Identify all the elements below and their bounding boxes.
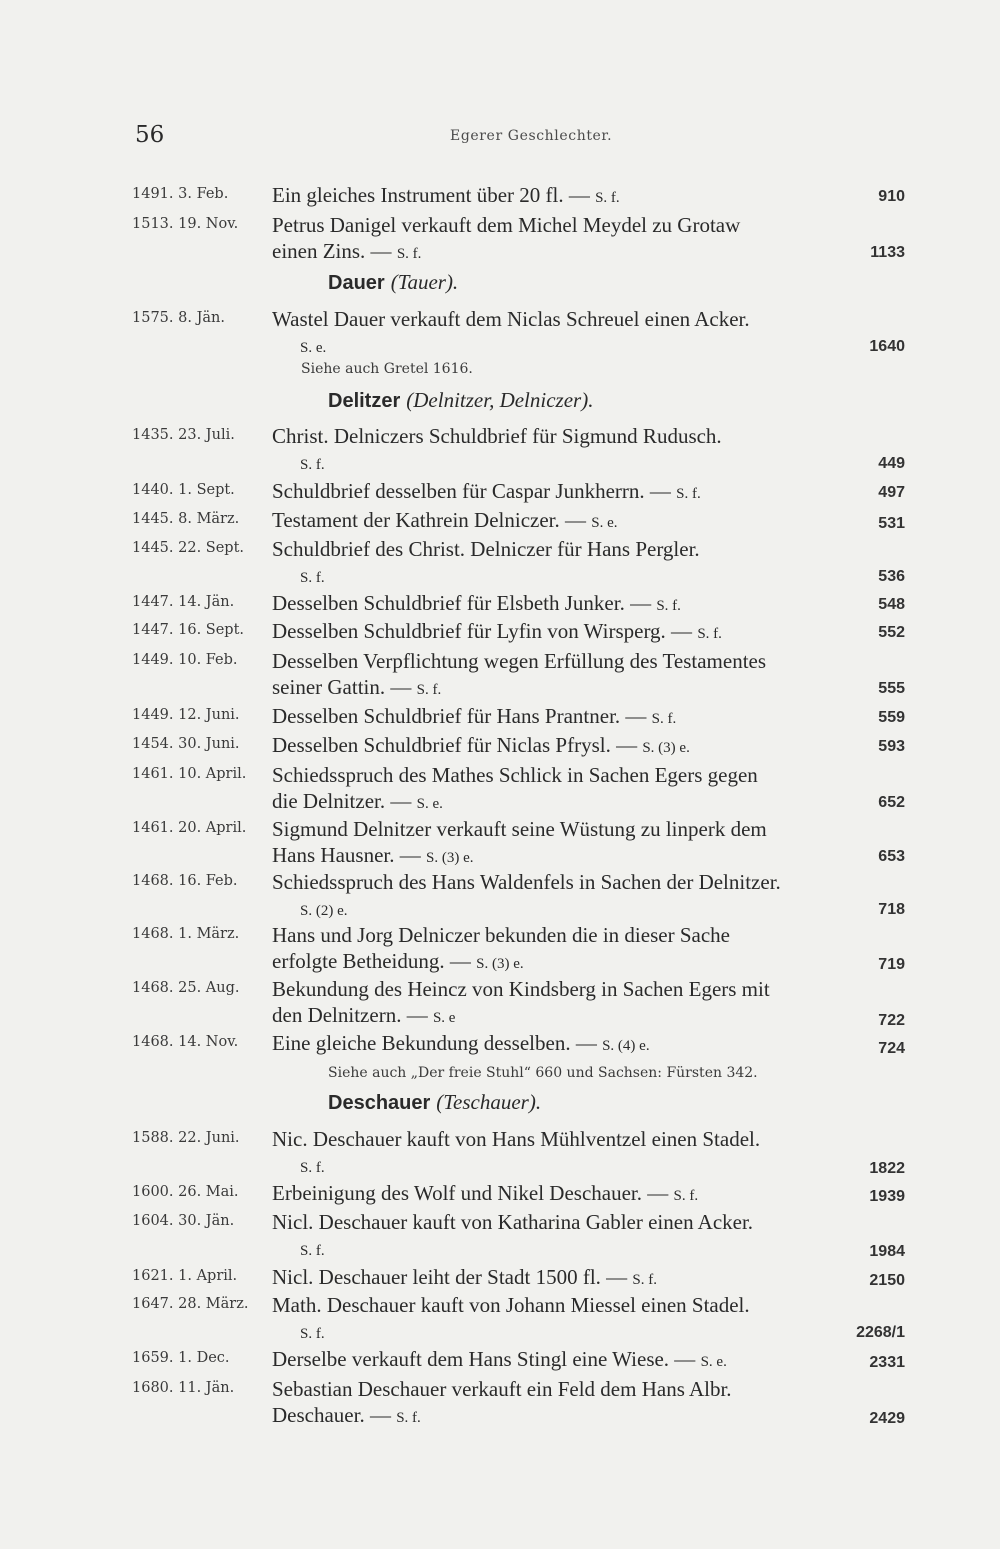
entry-text: Derselbe verkauft dem Hans Stingl eine Wiese. — — [272, 1347, 696, 1371]
heading-name: Delitzer — [328, 390, 401, 412]
entry-text: Schiedsspruch des Hans Waldenfels in Sachen der Delnitzer. — [272, 870, 781, 894]
heading-variant: (Delnitzer, Delniczer). — [406, 388, 594, 412]
entry-text: Desselben Schuldbrief für Hans Prantner. — — [272, 704, 647, 728]
entry-number: 1984 — [869, 1243, 905, 1260]
entry-text: Testament der Kathrein Delniczer. — — [272, 508, 586, 532]
entry-source: S. f. — [416, 682, 442, 698]
entry-date: 1468. 25. Aug. — [132, 980, 240, 996]
entry-number: 536 — [878, 568, 905, 585]
entry-number: 652 — [878, 794, 905, 811]
entry-source: S. f. — [300, 1326, 325, 1342]
entry-text: Nicl. Deschauer kauft von Katharina Gabler einen Acker. — [272, 1210, 754, 1234]
entry-text-cont: Deschauer. — — [272, 1403, 391, 1427]
entry-number: 555 — [878, 680, 905, 697]
page-header — [135, 122, 935, 152]
entry-number: 910 — [878, 188, 905, 205]
entry-number: 1939 — [869, 1188, 905, 1205]
entry-number: 722 — [878, 1012, 905, 1029]
entry-number: 1133 — [870, 244, 905, 261]
entry-source: S. (3) e. — [642, 740, 690, 756]
entry-date: 1468. 16. Feb. — [132, 873, 238, 889]
running-title: Egerer Geschlechter. — [450, 128, 613, 144]
entry-date: 1447. 14. Jän. — [132, 594, 235, 610]
entry-text-cont: erfolgte Betheidung. — — [272, 949, 471, 973]
heading-variant: (Tauer). — [390, 270, 459, 294]
entry-source: S. f. — [396, 246, 422, 262]
entry-number: 2268/1 — [856, 1324, 905, 1341]
entry-date: 1621. 1. April. — [132, 1268, 238, 1284]
entry-text: Desselben Schuldbrief für Niclas Pfrysl. — — [272, 733, 638, 757]
entry-source: S. f. — [673, 1188, 699, 1204]
entry-source: S. e. — [300, 340, 327, 356]
heading-name: Deschauer — [328, 1092, 431, 1114]
entry-date: 1449. 10. Feb. — [132, 652, 238, 668]
entry-source: S. e. — [700, 1354, 727, 1370]
entry-number: 593 — [878, 738, 905, 755]
entry-number: 653 — [878, 848, 905, 865]
entry-number: 1640 — [869, 338, 905, 355]
entry-text: Nic. Deschauer kauft von Hans Mühlventzel einen Stadel. — [272, 1127, 761, 1151]
entry-source: S. e. — [591, 515, 618, 531]
entry-text-cont: den Delnitzern. — — [272, 1003, 428, 1027]
entry-text-cont: die Delnitzer. — — [272, 789, 412, 813]
entry-date: 1461. 20. April. — [132, 820, 247, 836]
entry-text: Math. Deschauer kauft von Johann Miessel einen Stadel. — [272, 1293, 750, 1317]
entry-text: Wastel Dauer verkauft dem Niclas Schreuel einen Acker. — [272, 307, 750, 331]
entry-number: 724 — [878, 1040, 905, 1057]
entry-date: 1445. 8. März. — [132, 511, 240, 527]
entry-date: 1447. 16. Sept. — [132, 622, 245, 638]
cross-reference-note: Siehe auch Gretel 1616. — [301, 361, 473, 377]
entry-number: 548 — [878, 596, 905, 613]
heading-variant: (Teschauer). — [436, 1090, 542, 1114]
entry-date: 1468. 14. Nov. — [132, 1034, 239, 1050]
entry-date: 1449. 12. Juni. — [132, 707, 240, 723]
entry-text: Petrus Danigel verkauft dem Michel Meydel zu Grotaw — [272, 213, 741, 237]
entry-date: 1575. 8. Jän. — [132, 310, 225, 326]
entry-number: 552 — [878, 624, 905, 641]
cross-reference-note: Siehe auch „Der freie Stuhl“ 660 und Sachsen: Fürsten 342. — [328, 1065, 758, 1081]
entry-source: S. f. — [300, 570, 325, 586]
entry-number: 559 — [878, 709, 905, 726]
entry-text: Schuldbrief desselben für Caspar Junkherrn. — — [272, 479, 671, 503]
entry-text: Desselben Schuldbrief für Lyfin von Wirsperg. — — [272, 619, 693, 643]
entry-text: Hans und Jorg Delniczer bekunden die in dieser Sache — [272, 923, 730, 947]
entry-source: S. f. — [595, 190, 620, 206]
entry-text: Bekundung des Heincz von Kindsberg in Sachen Egers mit — [272, 977, 770, 1001]
entry-date: 1647. 28. März. — [132, 1296, 249, 1312]
entry-source: S. f. — [300, 1243, 325, 1259]
entry-source: S. (4) e. — [602, 1038, 650, 1054]
entry-source: S. f. — [656, 598, 681, 614]
heading-name: Dauer — [328, 272, 385, 294]
entry-source: S. (2) e. — [300, 903, 348, 919]
entry-date: 1600. 26. Mai. — [132, 1184, 239, 1200]
entry-number: 497 — [878, 484, 905, 501]
entry-source: S. e. — [416, 796, 443, 812]
entry-number: 2150 — [869, 1272, 905, 1289]
section-heading — [328, 388, 593, 413]
entry-number: 719 — [878, 956, 905, 973]
entry-source: S. f. — [697, 626, 722, 642]
section-heading — [328, 270, 458, 295]
entry-source: S. f. — [396, 1410, 421, 1426]
entry-number: 449 — [878, 455, 905, 472]
entry-date: 1513. 19. Nov. — [132, 216, 239, 232]
entry-source: S. (3) e. — [425, 850, 474, 866]
entry-text: Sigmund Delnitzer verkauft seine Wüstung zu linperk dem — [272, 817, 767, 841]
entry-source: S. f. — [300, 1160, 325, 1176]
entry-date: 1445. 22. Sept. — [132, 540, 245, 556]
entry-text: Christ. Delniczers Schuldbrief für Sigmund Rudusch. — [272, 424, 722, 448]
entry-number: 2429 — [869, 1410, 905, 1427]
page-number: 56 — [135, 122, 165, 148]
entry-source: S. f. — [632, 1272, 657, 1288]
entry-date: 1468. 1. März. — [132, 926, 240, 942]
entry-date: 1588. 22. Juni. — [132, 1130, 240, 1146]
entry-date: 1461. 10. April. — [132, 766, 247, 782]
entry-source: S. f. — [676, 486, 701, 502]
entry-number: 531 — [878, 515, 905, 532]
entry-text-cont: einen Zins. — — [272, 239, 392, 263]
entry-text: Desselben Verpflichtung wegen Erfüllung des Testamentes — [272, 649, 767, 673]
entry-text-cont: seiner Gattin. — — [272, 675, 412, 699]
entry-date: 1440. 1. Sept. — [132, 482, 235, 498]
entry-text-cont: Hans Hausner. — — [272, 843, 421, 867]
entry-text: Schuldbrief des Christ. Delniczer für Hans Pergler. — [272, 537, 700, 561]
entry-text: Nicl. Deschauer leiht der Stadt 1500 fl. — — [272, 1265, 628, 1289]
entry-date: 1491. 3. Feb. — [132, 186, 229, 202]
entry-source: S. f. — [300, 457, 325, 473]
entry-date: 1454. 30. Juni. — [132, 736, 240, 752]
entry-number: 1822 — [869, 1160, 905, 1177]
entry-text: Schiedsspruch des Mathes Schlick in Sachen Egers gegen — [272, 763, 758, 787]
entry-date: 1604. 30. Jän. — [132, 1213, 235, 1229]
entry-source: S. (3) e. — [476, 956, 524, 972]
entry-date: 1435. 23. Juli. — [132, 427, 235, 443]
entry-number: 718 — [878, 901, 905, 918]
entry-source: S. e — [432, 1010, 456, 1026]
entry-text: Ein gleiches Instrument über 20 fl. — — [272, 183, 590, 207]
section-heading — [328, 1090, 541, 1115]
entry-source: S. f. — [651, 711, 677, 727]
entry-text: Erbeinigung des Wolf und Nikel Deschauer. — — [272, 1181, 669, 1205]
entry-number: 2331 — [869, 1354, 905, 1371]
entry-date: 1659. 1. Dec. — [132, 1350, 230, 1366]
entry-text: Eine gleiche Bekundung desselben. — — [272, 1031, 597, 1055]
entry-text: Sebastian Deschauer verkauft ein Feld dem Hans Albr. — [272, 1377, 732, 1401]
entry-date: 1680. 11. Jän. — [132, 1380, 235, 1396]
entry-text: Desselben Schuldbrief für Elsbeth Junker. — — [272, 591, 652, 615]
